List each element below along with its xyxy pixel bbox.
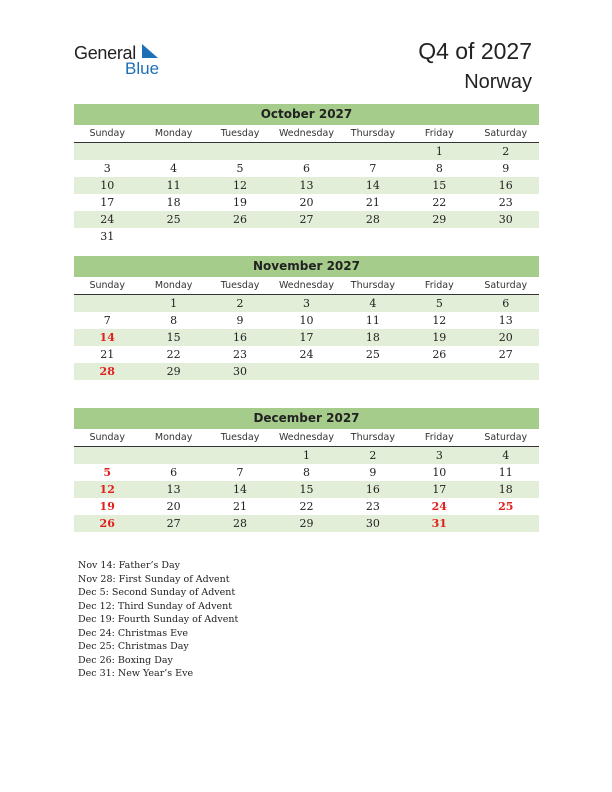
day-cell: 4 <box>170 162 178 175</box>
day-cell: 19 <box>99 500 115 513</box>
day-cell: 1 <box>170 297 178 310</box>
week-row <box>74 228 539 245</box>
day-cell: 27 <box>498 348 513 361</box>
weekday-label: Sunday <box>89 128 125 139</box>
day-cell: 22 <box>166 348 181 361</box>
weekday-label: Friday <box>424 128 454 139</box>
month-title: November 2027 <box>74 256 539 277</box>
day-cell: 14 <box>99 331 115 344</box>
logo-text-general: General <box>74 43 136 63</box>
day-cell: 6 <box>302 162 310 175</box>
weekday-label: Sunday <box>89 432 125 443</box>
day-cell: 5 <box>435 297 443 310</box>
day-cell: 7 <box>103 314 111 327</box>
weekday-label: Saturday <box>484 128 528 139</box>
weekday-label: Monday <box>154 128 193 139</box>
weekday-label: Wednesday <box>278 432 334 443</box>
weekday-label: Tuesday <box>220 280 260 291</box>
day-cell: 23 <box>233 348 248 361</box>
day-cell: 26 <box>233 213 248 226</box>
week-row <box>74 346 539 363</box>
month-title: December 2027 <box>74 408 539 429</box>
day-cell: 21 <box>233 500 248 513</box>
day-cell: 2 <box>236 297 244 310</box>
weekday-label: Sunday <box>89 280 125 291</box>
day-cell <box>406 228 472 245</box>
day-cell: 8 <box>435 162 443 175</box>
holiday-notes <box>78 559 238 681</box>
week-row <box>74 143 539 160</box>
day-cell <box>340 143 406 160</box>
week-row <box>74 194 539 211</box>
week-row <box>74 363 539 380</box>
week-row <box>74 329 539 346</box>
day-cell: 15 <box>166 331 181 344</box>
day-cell: 29 <box>432 213 447 226</box>
day-cell: 9 <box>236 314 244 327</box>
day-cell: 28 <box>233 517 248 530</box>
day-cell: 15 <box>299 483 314 496</box>
day-cell: 9 <box>502 162 510 175</box>
day-cell <box>140 447 206 464</box>
day-cell: 22 <box>432 196 447 209</box>
day-cell: 20 <box>166 500 181 513</box>
day-cell: 13 <box>299 179 314 192</box>
day-cell: 17 <box>432 483 447 496</box>
day-cell: 25 <box>166 213 181 226</box>
day-cell <box>74 295 140 312</box>
day-cell: 5 <box>236 162 244 175</box>
day-cell: 18 <box>365 331 380 344</box>
day-cell: 5 <box>103 466 112 479</box>
day-cell <box>340 228 406 245</box>
day-cell <box>273 363 339 380</box>
brand-logo <box>74 40 184 80</box>
day-cell <box>473 363 539 380</box>
day-cell: 20 <box>299 196 314 209</box>
day-cell: 13 <box>498 314 513 327</box>
day-cell: 19 <box>233 196 248 209</box>
month-calendar-december <box>74 408 539 532</box>
day-cell: 13 <box>166 483 181 496</box>
day-cell: 8 <box>302 466 310 479</box>
day-cell: 10 <box>432 466 447 479</box>
week-row <box>74 295 539 312</box>
week-row <box>74 160 539 177</box>
day-cell: 18 <box>498 483 513 496</box>
day-cell: 7 <box>236 466 244 479</box>
day-cell: 14 <box>365 179 380 192</box>
weekday-label: Monday <box>154 280 193 291</box>
weekday-header-row <box>74 277 539 295</box>
day-cell: 28 <box>365 213 380 226</box>
day-cell: 22 <box>299 500 314 513</box>
page-title: Q4 of 2027 <box>418 38 532 64</box>
day-cell: 4 <box>502 449 510 462</box>
week-row <box>74 515 539 532</box>
day-cell: 21 <box>100 348 115 361</box>
day-cell <box>74 143 140 160</box>
day-cell: 11 <box>498 466 513 479</box>
day-cell: 7 <box>369 162 377 175</box>
week-row <box>74 177 539 194</box>
day-cell: 11 <box>166 179 181 192</box>
holiday-note: Dec 19: Fourth Sunday of Advent <box>78 614 239 625</box>
day-cell: 30 <box>365 517 380 530</box>
day-cell: 29 <box>299 517 314 530</box>
day-cell <box>207 228 273 245</box>
week-row <box>74 447 539 464</box>
day-cell: 31 <box>431 517 447 530</box>
day-cell: 16 <box>365 483 380 496</box>
day-cell: 24 <box>431 500 447 513</box>
logo-text-blue: Blue <box>125 59 160 78</box>
day-cell <box>140 228 206 245</box>
day-cell: 23 <box>498 196 513 209</box>
day-cell: 12 <box>233 179 248 192</box>
weekday-label: Thursday <box>350 432 395 443</box>
day-cell: 26 <box>99 517 115 530</box>
holiday-note: Dec 25: Christmas Day <box>78 641 189 652</box>
weekday-label: Monday <box>154 432 193 443</box>
day-cell: 16 <box>233 331 248 344</box>
day-cell: 16 <box>498 179 513 192</box>
day-cell: 20 <box>498 331 513 344</box>
day-cell <box>74 447 140 464</box>
day-cell: 27 <box>166 517 181 530</box>
month-title: October 2027 <box>74 104 539 125</box>
day-cell: 2 <box>369 449 377 462</box>
day-cell <box>340 363 406 380</box>
week-row <box>74 481 539 498</box>
week-row <box>74 312 539 329</box>
holiday-note: Dec 5: Second Sunday of Advent <box>78 587 236 598</box>
weekday-label: Tuesday <box>220 432 260 443</box>
day-cell: 15 <box>432 179 447 192</box>
day-cell <box>473 228 539 245</box>
weekday-label: Thursday <box>350 280 395 291</box>
day-cell: 27 <box>299 213 314 226</box>
day-cell: 30 <box>498 213 513 226</box>
holiday-note: Nov 28: First Sunday of Advent <box>78 573 230 585</box>
weekday-label: Friday <box>424 432 454 443</box>
day-cell: 1 <box>302 449 310 462</box>
day-cell: 6 <box>170 466 178 479</box>
page-subtitle: Norway <box>464 71 532 93</box>
day-cell: 21 <box>365 196 380 209</box>
day-cell <box>273 228 339 245</box>
day-cell: 10 <box>299 314 314 327</box>
day-cell: 24 <box>100 213 115 226</box>
day-cell <box>207 447 273 464</box>
day-cell: 19 <box>432 331 447 344</box>
weekday-label: Saturday <box>484 432 528 443</box>
weekday-label: Thursday <box>350 128 395 139</box>
day-cell: 24 <box>299 348 314 361</box>
weekday-label: Wednesday <box>278 128 334 139</box>
day-cell: 25 <box>365 348 380 361</box>
day-cell <box>406 363 472 380</box>
day-cell <box>140 143 206 160</box>
month-calendar-october <box>74 104 539 245</box>
day-cell: 12 <box>432 314 447 327</box>
day-cell: 29 <box>166 365 181 378</box>
weekday-header-row <box>74 429 539 447</box>
weekday-label: Wednesday <box>278 280 334 291</box>
day-cell <box>273 143 339 160</box>
day-cell: 4 <box>369 297 377 310</box>
day-cell: 12 <box>99 483 115 496</box>
day-cell: 3 <box>302 297 310 310</box>
holiday-note: Dec 31: New Year’s Eve <box>78 668 194 679</box>
day-cell: 3 <box>435 449 443 462</box>
day-cell: 30 <box>233 365 248 378</box>
weekday-label: Tuesday <box>220 128 260 139</box>
holiday-note: Dec 26: Boxing Day <box>78 654 173 666</box>
day-cell <box>207 143 273 160</box>
holiday-note: Dec 24: Christmas Eve <box>78 627 189 639</box>
week-row <box>74 498 539 515</box>
day-cell: 14 <box>233 483 248 496</box>
day-cell: 23 <box>365 500 380 513</box>
week-row <box>74 211 539 228</box>
logo-triangle-icon <box>142 44 158 60</box>
holiday-note: Dec 12: Third Sunday of Advent <box>78 600 233 612</box>
day-cell: 10 <box>100 179 115 192</box>
day-cell: 17 <box>299 331 314 344</box>
day-cell: 17 <box>100 196 115 209</box>
day-cell: 31 <box>100 230 115 243</box>
holiday-note: Nov 14: Father’s Day <box>78 560 180 571</box>
day-cell: 28 <box>99 365 115 378</box>
week-row <box>74 464 539 481</box>
day-cell <box>473 515 539 532</box>
weekday-label: Friday <box>424 280 454 291</box>
day-cell: 9 <box>369 466 377 479</box>
day-cell: 25 <box>498 500 514 513</box>
day-cell: 26 <box>432 348 447 361</box>
day-cell: 6 <box>502 297 510 310</box>
weekday-label: Saturday <box>484 280 528 291</box>
day-cell: 11 <box>365 314 380 327</box>
month-calendar-november <box>74 256 539 380</box>
day-cell: 18 <box>166 196 181 209</box>
weekday-header-row <box>74 125 539 143</box>
day-cell: 1 <box>435 145 443 158</box>
day-cell: 2 <box>502 145 510 158</box>
day-cell: 8 <box>170 314 178 327</box>
day-cell: 3 <box>103 162 111 175</box>
